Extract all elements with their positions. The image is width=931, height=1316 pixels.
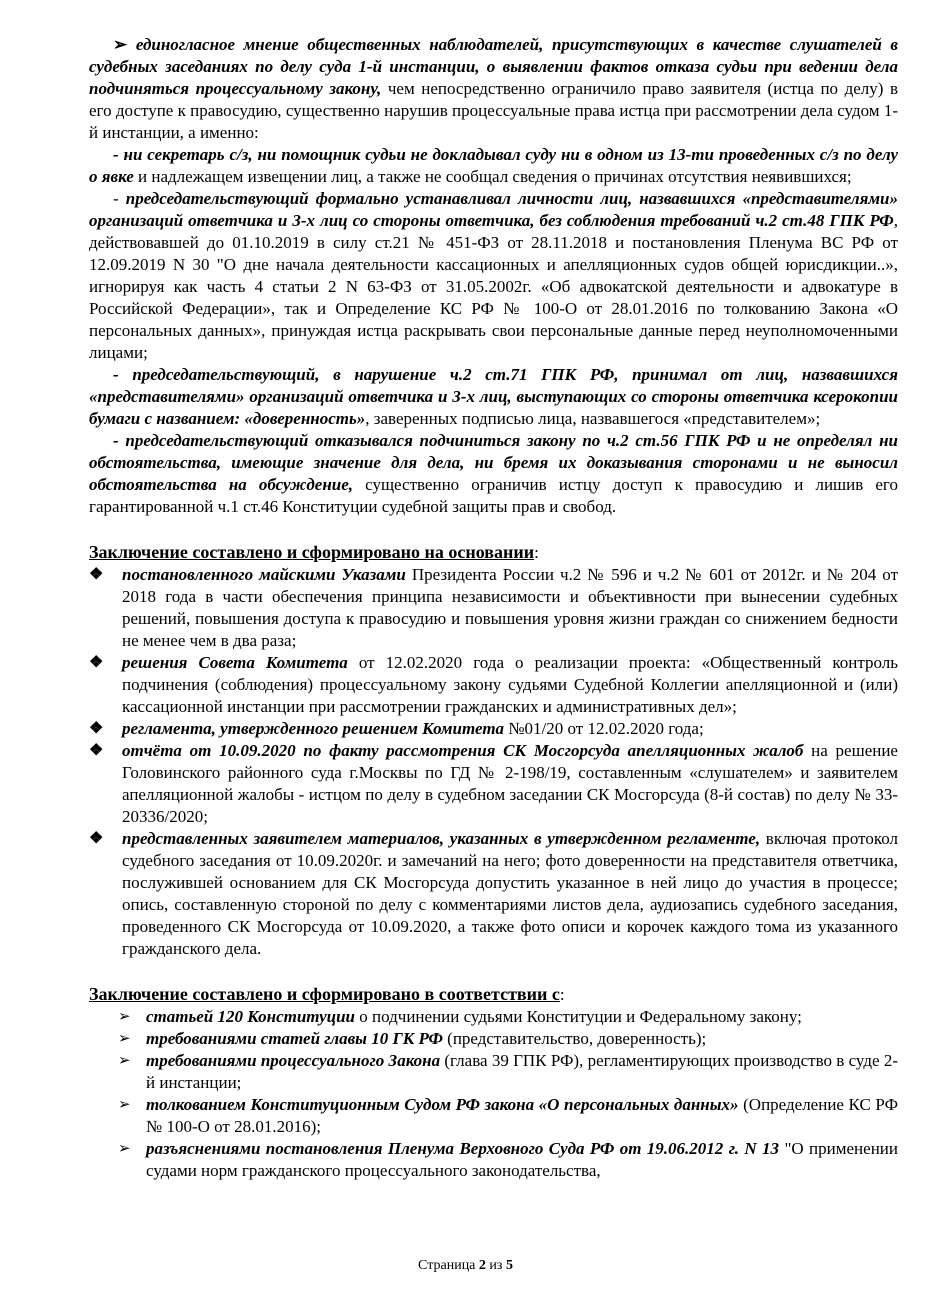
footer-mid: из bbox=[485, 1258, 506, 1273]
point-secretary bbox=[89, 144, 898, 188]
section-heading-text: Заключение составлено и сформировано в соответствии с bbox=[89, 984, 560, 1004]
point-bold: - ни секретарь с/з, ни помощник судьи не докладывал суду ни в одном из 13-ти проведенных с/з по делу о явке bbox=[89, 145, 898, 186]
list-item bbox=[89, 652, 898, 718]
item-rest: от 12.02.2020 года о реализации проекта: «Общественный контроль подчинения (соблюдения) процессуальному закону судьями Судебной Коллегии апелляционной и (или) кассационной инстанции при рассмотрении гражданских и административных дел»; bbox=[122, 653, 898, 716]
item-bold: толкованием Конституционным Судом РФ закона «О персональных данных» bbox=[146, 1095, 739, 1114]
point-bold: председательствующий формально устанавливал личности лиц, назвавшихся «представителями» организаций ответчика и 3-х лиц со стороны ответчика, без соблюдения требований ч.2 ст.48 ГПК РФ bbox=[89, 189, 898, 230]
compliance-list bbox=[89, 1006, 898, 1182]
section-basis-heading bbox=[89, 541, 898, 564]
item-bold: разъяснениями постановления Пленума Верховного Суда РФ от 19.06.2012 г. N 13 bbox=[146, 1139, 780, 1158]
arrow-bullet-icon: ➢ bbox=[118, 1053, 131, 1069]
point-identity-check bbox=[89, 188, 898, 364]
item-rest: на решение Головинского районного суда г.Москвы по ГД № 2-198/19, составленным «слушателем» и заявителем апелляционной жалобы - истцом по делу в судебном заседании СК Мосгорсуда (8-й состав) по делу № 33-20336/2020; bbox=[122, 741, 898, 826]
diamond-bullet-icon: ❖ bbox=[89, 720, 104, 737]
list-item bbox=[89, 1050, 898, 1094]
list-item bbox=[89, 1138, 898, 1182]
section-heading-colon: : bbox=[559, 985, 565, 1004]
list-item bbox=[89, 828, 898, 960]
block-unanimous-opinion bbox=[89, 34, 898, 144]
diamond-bullet-icon: ❖ bbox=[89, 566, 104, 583]
item-bold: представленных заявителем материалов, указанных в утвержденном регламенте, bbox=[122, 829, 761, 848]
diamond-bullet-icon: ❖ bbox=[89, 654, 104, 671]
arrow-bullet-icon: ➢ bbox=[118, 1031, 131, 1047]
section-compliance-heading bbox=[89, 983, 898, 1006]
item-rest: включая протокол судебного заседания от 10.09.2020г. и замечаний на него; фото доверенности на представителя ответчика, послужившей основанием для СК Мосгорсуда допустить указанное в ней лицо до участия в процессе; опись, составленную стороной по делу с комментариями листов дела, аудиозапись судебного заседания, проведенного СК Мосгорсуда от 10.09.2020, а также фото описи и корочек каждого тома из указанного гражданского дела. bbox=[122, 829, 898, 958]
item-rest: "О применении судами норм гражданского процессуального законодательства, bbox=[146, 1139, 898, 1180]
footer-total-pages: 5 bbox=[505, 1258, 513, 1273]
diamond-bullet-icon: ❖ bbox=[89, 742, 104, 759]
point-rest: , действовавшей до 01.10.2019 в силу ст.21 № 451-ФЗ от 28.11.2018 и постановления Пленума ВС РФ от 12.09.2019 N 30 "О дне начала деятельности кассационных и апелляционных судов общей юрисдикции..», игнорируя как часть 4 статьи 2 N 63-ФЗ от 31.05.2002г. «Об адвокатской деятельности и адвокатуре в Российской Федерации», так и Определение КС РФ № 100-О от 28.01.2016 по толкованию Закона «О персональных данных», принуждая истца раскрывать свои персональные данные перед неуполномоченными лицами; bbox=[89, 211, 898, 362]
basis-list bbox=[89, 564, 898, 960]
point-rest: и надлежащем извещении лиц, а также не сообщал сведения о причинах отсутствия неявившихся; bbox=[133, 167, 852, 186]
item-rest: о подчинении судьями Конституции и Федеральному закону; bbox=[355, 1007, 802, 1026]
arrow-bullet-icon: ➢ bbox=[113, 35, 128, 54]
section-heading-text: Заключение составлено и сформировано на основании bbox=[89, 542, 535, 562]
block-lead-rest: чем непосредственно ограничило право заявителя (истца по делу) в его доступе к правосудию, существенно нарушив процессуальные права истца при рассмотрении дела судом 1-й инстанции, а именно: bbox=[89, 79, 898, 142]
diamond-bullet-icon: ❖ bbox=[89, 830, 104, 847]
footer-prefix: Страница bbox=[418, 1258, 479, 1273]
point-refusal bbox=[89, 430, 898, 518]
section-heading-colon: : bbox=[534, 543, 539, 562]
point-copies bbox=[89, 364, 898, 430]
list-item bbox=[89, 740, 898, 828]
item-rest: Президента России ч.2 № 596 и ч.2 № 601 от 2012г. и № 204 от 2018 года в части обеспечения принципа независимости и объективности при вынесении судебных решений, повышения доступа к правосудию и повышения уровня жизни граждан со снижением бедности не менее чем в два раза; bbox=[122, 565, 899, 650]
list-item bbox=[89, 1028, 898, 1050]
item-bold: постановленного майскими Указами bbox=[122, 565, 406, 584]
item-rest: (глава 39 ГПК РФ), регламентирующих производство в суде 2-й инстанции; bbox=[146, 1051, 898, 1092]
arrow-bullet-icon: ➢ bbox=[118, 1009, 131, 1025]
list-item bbox=[89, 1006, 898, 1028]
item-rest: №01/20 от 12.02.2020 года; bbox=[504, 719, 704, 738]
item-bold: статьей 120 Конституции bbox=[146, 1007, 356, 1026]
arrow-bullet-icon: ➢ bbox=[118, 1141, 131, 1157]
item-bold: отчёта от 10.09.2020 по факту рассмотрения СК Мосгорсуда апелляционных жалоб bbox=[122, 741, 804, 760]
item-bold: требованиями процессуального Закона bbox=[146, 1051, 441, 1070]
point-dash: - bbox=[113, 189, 126, 208]
point-rest: существенно ограничив истцу доступ к правосудию и лишив его гарантированной ч.1 ст.46 Конституции судебной защиты прав и свобод. bbox=[89, 475, 898, 516]
document-page bbox=[89, 34, 898, 1182]
item-bold: решения Совета Комитета bbox=[122, 653, 348, 672]
arrow-bullet-icon: ➢ bbox=[118, 1097, 131, 1113]
list-item bbox=[89, 1094, 898, 1138]
block-lead-bold: единогласное мнение общественных наблюдателей, присутствующих в качестве слушателей в судебных заседаниях по делу суда 1-й инстанции, о выявлении фактов отказа судьи при ведении дела подчиняться процессуальному закону, bbox=[89, 35, 898, 98]
item-bold: регламента, утвержденного решением Комитета bbox=[122, 719, 505, 738]
list-item bbox=[89, 564, 898, 652]
page-footer bbox=[0, 1258, 931, 1274]
footer-current-page: 2 bbox=[478, 1258, 486, 1273]
point-bold: - председательствующий, в нарушение ч.2 ст.71 ГПК РФ, принимал от лиц, назвавшихся «представителями» организаций ответчика и 3-х лиц, выступающих со стороны ответчика ксерокопии бумаги с названием: «доверенность» bbox=[89, 365, 898, 428]
list-item bbox=[89, 718, 898, 740]
point-rest: , заверенных подписью лица, назвавшегося «представителем»; bbox=[365, 409, 821, 428]
item-rest: (Определение КС РФ № 100-О от 28.01.2016); bbox=[146, 1095, 898, 1136]
item-rest: (представительство, доверенность); bbox=[442, 1029, 707, 1048]
item-bold: требованиями статей главы 10 ГК РФ bbox=[146, 1029, 443, 1048]
point-bold: - председательствующий отказывался подчиниться закону по ч.2 ст.56 ГПК РФ и не определял ни обстоятельства, имеющие значение для дела, ни бремя их доказывания сторонами и не выносил обстоятельства на обсуждение, bbox=[89, 431, 898, 494]
